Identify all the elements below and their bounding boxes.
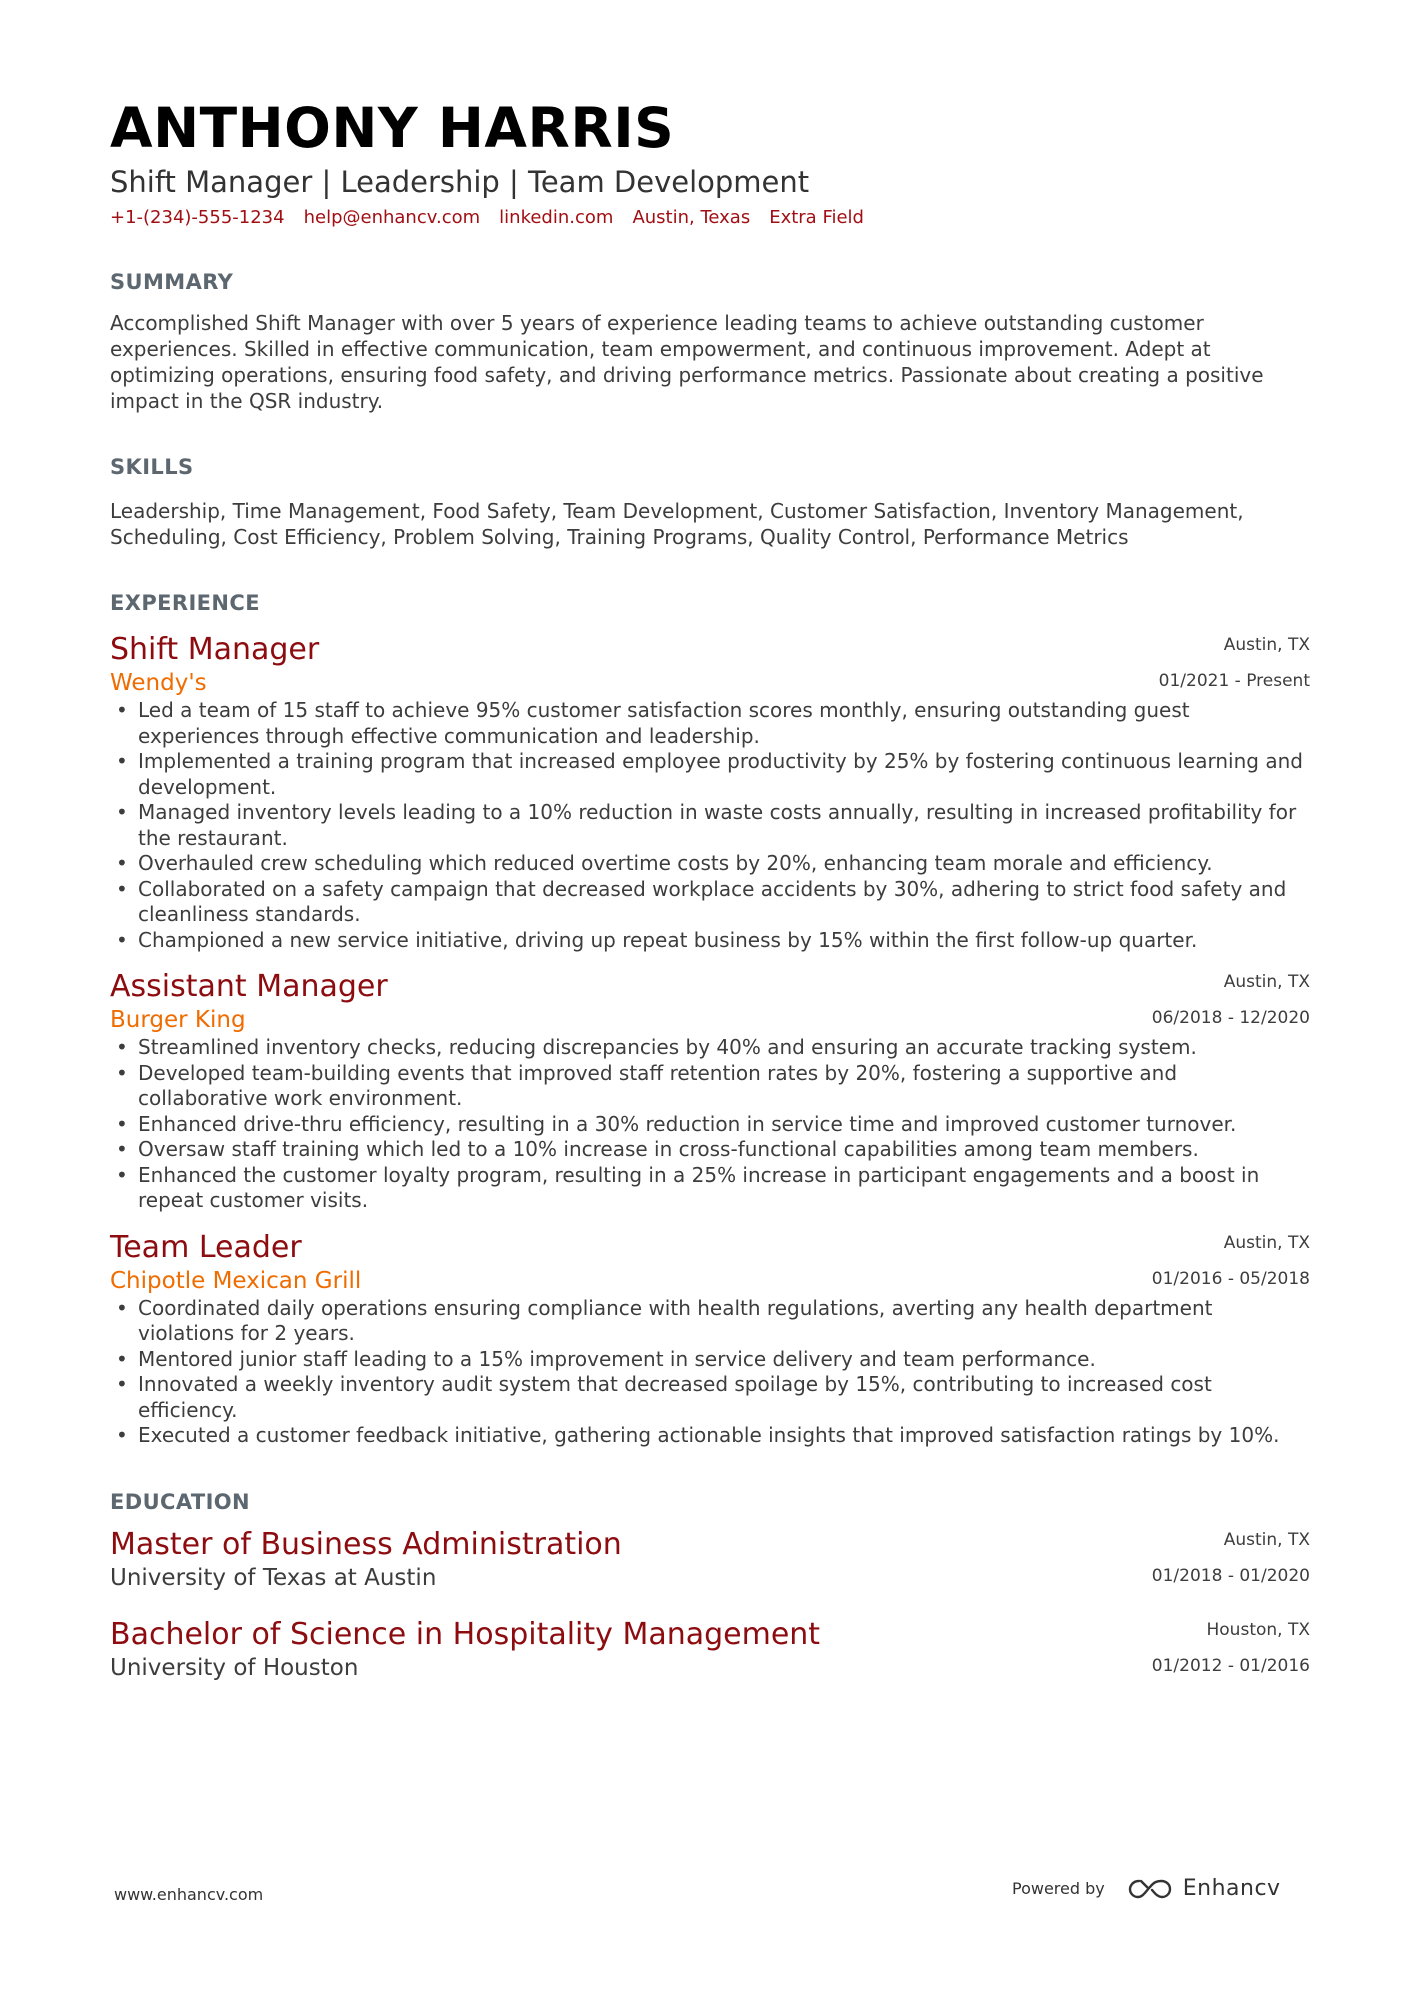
job-dates: 06/2018 - 12/2020	[1151, 1008, 1310, 1028]
enhancv-logo[interactable]	[1127, 1876, 1281, 1901]
list-item: • Enhanced drive-thru efficiency, resulting in a 30% reduction in service time and improved customer turnover.	[110, 1112, 1310, 1138]
education-dates: 01/2012 - 01/2016	[1151, 1655, 1310, 1676]
education-entry	[110, 1617, 1310, 1695]
resume-page	[110, 95, 1310, 1695]
education-heading: EDUCATION	[110, 1489, 251, 1514]
job-entry	[110, 1230, 1310, 1449]
brand-name: Enhancv	[1182, 1876, 1281, 1901]
job-header	[110, 632, 1310, 698]
job-location: Austin, TX	[1223, 1232, 1310, 1253]
experience-heading: EXPERIENCE	[110, 591, 260, 615]
degree-title: Master of Business Administration	[110, 1526, 622, 1562]
list-item: • Executed a customer feedback initiative, gathering actionable insights that improved satisfaction ratings by 10%.	[110, 1423, 1310, 1449]
summary-heading: SUMMARY	[110, 270, 234, 294]
skills-heading: SKILLS	[110, 455, 194, 479]
list-item: • Oversaw staff training which led to a 10% increase in cross-functional capabilities among team members.	[110, 1137, 1310, 1163]
job-header	[110, 1230, 1310, 1296]
job-bullets	[110, 1035, 1310, 1214]
contact-linkedin[interactable]: linkedin.com	[499, 207, 614, 228]
contact-email[interactable]: help@enhancv.com	[303, 207, 481, 228]
job-bullets	[110, 1296, 1310, 1449]
job-title: Assistant Manager	[110, 969, 388, 1004]
job-company: Chipotle Mexican Grill	[110, 1267, 362, 1294]
job-entry	[110, 969, 1310, 1214]
list-item: • Led a team of 15 staff to achieve 95% customer satisfaction scores monthly, ensuring outstanding guest experiences through effective communication and leadership.	[110, 698, 1310, 749]
job-location: Austin, TX	[1223, 635, 1310, 655]
list-item: • Mentored junior staff leading to a 15% improvement in service delivery and team performance.	[110, 1347, 1310, 1373]
job-title: Team Leader	[110, 1229, 302, 1265]
skills-text: Leadership, Time Management, Food Safety, Team Development, Customer Satisfaction, Inventory Management, Scheduling, Cost Efficiency, Problem Solving, Training Programs, Quality Control, Performance Metrics	[110, 499, 1244, 549]
powered-by-label: Powered by	[1012, 1879, 1105, 1898]
candidate-name: ANTHONY HARRIS	[110, 96, 675, 160]
job-header	[110, 969, 1310, 1035]
job-location: Austin, TX	[1223, 972, 1310, 992]
job-company: Wendy's	[110, 670, 207, 696]
job-bullets	[110, 698, 1310, 953]
job-entry	[110, 632, 1310, 953]
list-item: • Enhanced the customer loyalty program, resulting in a 25% increase in participant engagements and a boost in repeat customer visits.	[110, 1163, 1310, 1214]
contact-extra-field: Extra Field	[769, 207, 864, 228]
list-item: • Coordinated daily operations ensuring compliance with health regulations, averting any health department violations for 2 years.	[110, 1296, 1310, 1347]
education-location: Austin, TX	[1223, 1529, 1310, 1550]
job-company: Burger King	[110, 1007, 246, 1033]
summary-text: Accomplished Shift Manager with over 5 years of experience leading teams to achieve outstanding customer experiences. Skilled in effective communication, team empowerment, and continuous improvement. Adept at optimizing operations, ensuring food safety, and driving performance metrics. Passionate about creating a positive impact in the QSR industry.	[110, 311, 1264, 413]
contact-phone[interactable]: +1-(234)-555-1234	[110, 207, 285, 228]
contact-location: Austin, Texas	[632, 207, 751, 228]
list-item: • Developed team-building events that improved staff retention rates by 20%, fostering a supportive and collaborative work environment.	[110, 1061, 1310, 1112]
footer-website-link[interactable]: www.enhancv.com	[114, 1885, 264, 1904]
list-item: • Innovated a weekly inventory audit system that decreased spoilage by 15%, contributing to increased cost efficiency.	[110, 1372, 1310, 1423]
enhancv-infinity-icon	[1127, 1877, 1173, 1901]
school-name: University of Houston	[110, 1654, 359, 1681]
list-item: • Collaborated on a safety campaign that decreased workplace accidents by 30%, adhering to strict food safety and cleanliness standards.	[110, 877, 1310, 928]
job-dates: 01/2021 - Present	[1158, 671, 1310, 691]
education-dates: 01/2018 - 01/2020	[1151, 1565, 1310, 1586]
skills-section	[110, 454, 1310, 550]
education-location: Houston, TX	[1206, 1619, 1310, 1640]
school-name: University of Texas at Austin	[110, 1564, 437, 1591]
job-dates: 01/2016 - 05/2018	[1151, 1268, 1310, 1289]
contact-bar	[110, 207, 1310, 229]
headline: Shift Manager | Leadership | Team Development	[110, 165, 810, 199]
degree-title: Bachelor of Science in Hospitality Management	[110, 1616, 821, 1652]
education-entry	[110, 1527, 1310, 1605]
list-item: • Overhauled crew scheduling which reduced overtime costs by 20%, enhancing team morale and efficiency.	[110, 851, 1310, 877]
summary-section	[110, 269, 1310, 414]
job-title: Shift Manager	[110, 632, 320, 667]
footer-branding	[1012, 1876, 1281, 1901]
list-item: • Implemented a training program that increased employee productivity by 25% by fostering continuous learning and development.	[110, 749, 1310, 800]
list-item: • Streamlined inventory checks, reducing discrepancies by 40% and ensuring an accurate tracking system.	[110, 1035, 1310, 1061]
list-item: • Managed inventory levels leading to a 10% reduction in waste costs annually, resulting in increased profitability for the restaurant.	[110, 800, 1310, 851]
education-section	[110, 1489, 1310, 1695]
experience-section	[110, 590, 1310, 1449]
list-item: • Championed a new service initiative, driving up repeat business by 15% within the first follow-up quarter.	[110, 928, 1310, 954]
